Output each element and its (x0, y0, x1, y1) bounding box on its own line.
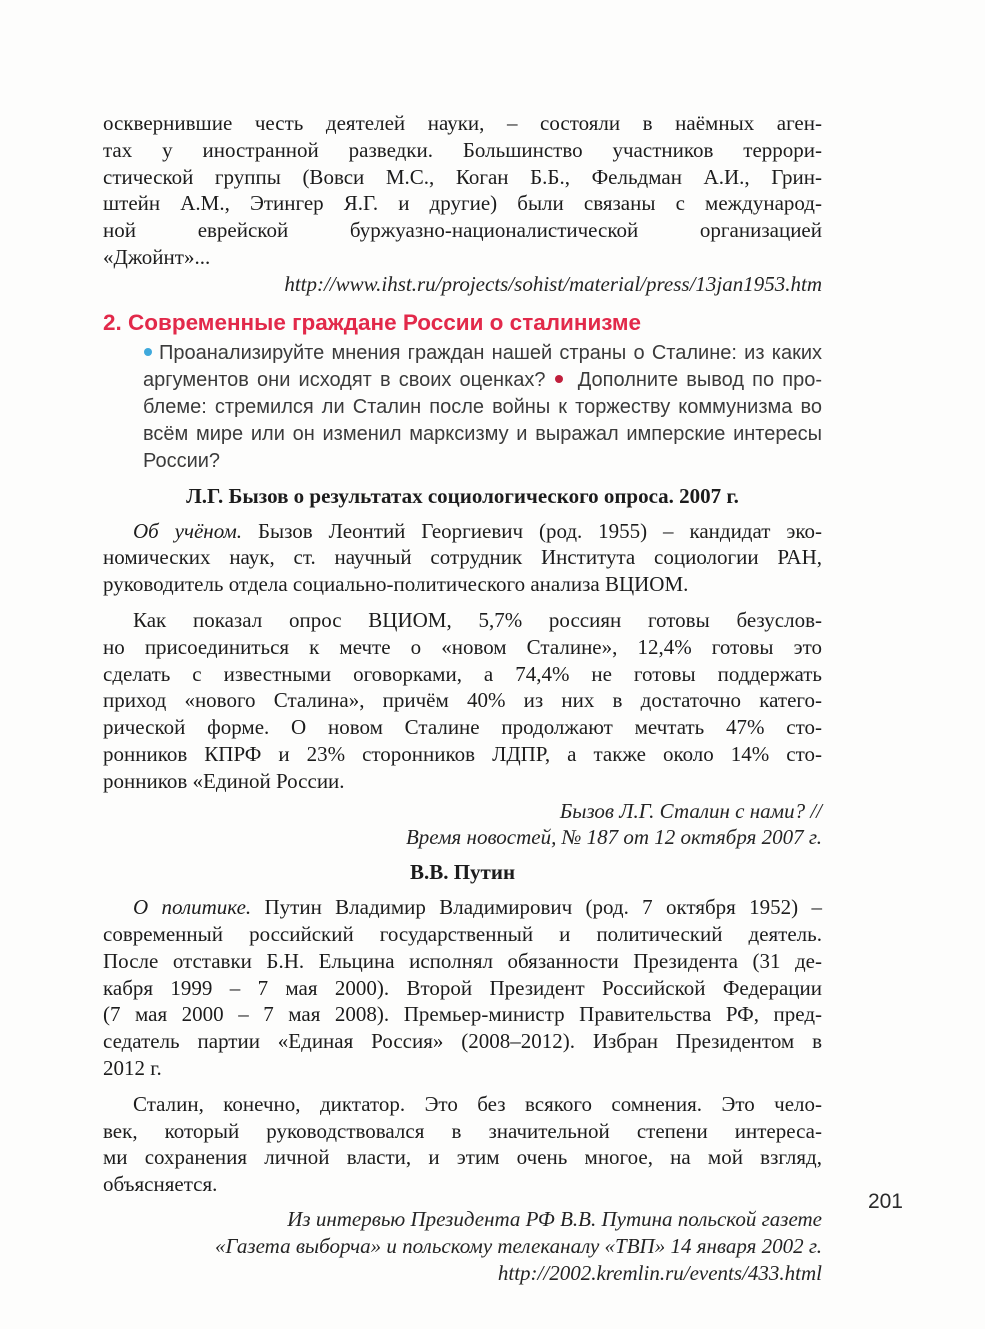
text-segment: сделать с известными оговорками, а 74,4% не готовы поддержать (103, 661, 822, 686)
text-line (103, 544, 822, 571)
text-segment: Об учёном. (133, 518, 243, 543)
text-segment: Дополните вывод по про- (569, 368, 822, 391)
section-heading: 2. Современные граждане России о сталинизме (103, 309, 642, 335)
text-line (103, 244, 822, 271)
text-segment: кабря 1999 – 7 мая 2000). Второй Президент Российской Федерации (103, 975, 822, 1000)
text-line (103, 1001, 822, 1028)
text-line (103, 1091, 822, 1118)
text-segment: Проанализируйте мнения граждан нашей страны о Сталине: из каких (159, 341, 822, 364)
page-number: 201 (867, 1190, 903, 1213)
text-segment: Как показал опрос ВЦИОМ, 5,7% россиян готовы безуслов- (133, 607, 822, 632)
text-line (103, 714, 822, 741)
citation-putin-interview (103, 1206, 822, 1286)
text-line (143, 394, 822, 421)
text-line (103, 824, 822, 851)
text-segment: тах у иностранной разведки. Большинство участников террори- (103, 137, 822, 162)
text-segment: http://2002.kremlin.ru/events/433.html (497, 1260, 822, 1285)
paragraph-about-byzov (103, 518, 822, 598)
text-line (103, 1055, 822, 1082)
paragraph-survey-results (103, 607, 822, 795)
text-line (143, 367, 822, 394)
text-segment: Из интервью Президента РФ В.В. Путина польской газете (287, 1206, 822, 1231)
citation-byzov (103, 798, 822, 852)
spacer (103, 1198, 822, 1203)
text-segment: век, который руководствовался в значительной степени интереса- (103, 1118, 822, 1143)
text-line (103, 164, 822, 191)
text-segment: России? (143, 449, 221, 472)
text-line (143, 340, 822, 367)
bullet-icon (555, 375, 563, 383)
text-line (103, 1206, 822, 1233)
text-line (103, 607, 822, 634)
text-line (103, 190, 822, 217)
text-segment: всём мире или он изменил марксизму и выражал имперские интересы (143, 422, 822, 445)
task-block (143, 340, 822, 475)
text-line (103, 894, 822, 921)
text-segment: приход «нового Сталина», причём 40% из них в достаточно катего- (103, 688, 822, 713)
text-line (103, 137, 822, 164)
text-line (103, 687, 822, 714)
text-line (103, 921, 822, 948)
document-title-putin: В.В. Путин (409, 860, 516, 885)
text-line (103, 634, 822, 661)
text-segment: стической группы (Вовси М.С., Коган Б.Б., Фельдман А.И., Грин- (103, 164, 822, 189)
text-segment: ронников «Единой России. (103, 768, 345, 793)
text-line (103, 1233, 822, 1260)
spacer (103, 598, 822, 607)
text-segment: но присоединиться к мечте о «новом Сталине», 12,4% готовы это (103, 634, 822, 659)
text-segment: рической форме. О новом Сталине продолжают мечтать 47% сто- (103, 715, 822, 740)
document-title-byzov: Л.Г. Бызов о результатах социологического опроса. 2007 г. (186, 483, 739, 508)
text-segment: Путин Владимир Владимирович (род. 7 октября 1952) – (251, 895, 822, 920)
text-line (143, 421, 822, 448)
source-url-ihst: http://www.ihst.ru/projects/sohist/material/press/13jan1953.htm (284, 271, 822, 296)
text-segment: Бызов Леонтий Георгиевич (род. 1955) – кандидат эко- (242, 518, 822, 543)
text-line (103, 110, 822, 137)
text-line (103, 571, 822, 598)
text-segment: современный российский государственный и политический деятель. (103, 921, 822, 946)
text-segment: штейн А.М., Этингер Я.Г. и другие) были связаны с международ- (103, 191, 822, 216)
text-line (103, 798, 822, 825)
text-line (103, 217, 822, 244)
text-line (103, 741, 822, 768)
text-line (103, 1118, 822, 1145)
paragraph-putin-quote (103, 1091, 822, 1198)
paragraph-about-putin (103, 894, 822, 1082)
text-line (143, 448, 822, 475)
text-segment: седатель партии «Единая Россия» (2008–2012). Избран Президентом в (103, 1029, 822, 1054)
text-line (103, 518, 822, 545)
text-segment: осквернившие честь деятелей науки, – состояли в наёмных аген- (103, 111, 822, 135)
text-segment: Сталин, конечно, диктатор. Это без всякого сомнения. Это чело- (133, 1091, 822, 1116)
text-segment: номических наук, ст. научный сотрудник Института социологии РАН, (103, 545, 822, 570)
text-segment: После отставки Б.Н. Ельцина исполнял обязанности Президента (31 де- (103, 948, 822, 973)
text-segment: аргументов они исходят в своих оценках? (143, 368, 554, 391)
text-line (103, 1260, 822, 1287)
text-segment: блеме: стремился ли Сталин после войны к торжеству коммунизма во (143, 395, 822, 418)
text-line (103, 768, 822, 795)
text-segment: Бызов Л.Г. Сталин с нами? // (559, 798, 822, 823)
text-line (103, 1144, 822, 1171)
text-segment: объясняется. (103, 1172, 218, 1197)
text-segment: «Джойнт»... (103, 244, 211, 269)
text-line (103, 975, 822, 1002)
text-column (103, 110, 822, 1289)
text-segment: «Газета выборча» и польскому телеканалу «ТВП» 14 января 2002 г. (214, 1233, 822, 1258)
text-segment: ми сохранения личной власти, и этим очень многое, на мой взгляд, (103, 1145, 822, 1170)
text-line (103, 1171, 822, 1198)
text-line (103, 661, 822, 688)
text-segment: ной еврейской буржуазно-националистической организацией (103, 218, 822, 243)
text-segment: ронников КПРФ и 23% сторонников ЛДПР, а также около 14% сто- (103, 741, 822, 766)
text-segment: Время новостей, № 187 от 12 октября 2007 г. (405, 825, 822, 850)
paragraph-doctors-plot (103, 110, 822, 271)
text-line (103, 1028, 822, 1055)
text-segment: О политике. (133, 895, 252, 920)
text-segment: (7 мая 2000 – 7 мая 2008). Премьер-министр Правительства РФ, пред- (103, 1002, 822, 1027)
bullet-icon (144, 348, 152, 356)
spacer (103, 1082, 822, 1091)
text-segment: руководитель отдела социально-политического анализа ВЦИОМ. (103, 572, 689, 597)
text-segment: 2012 г. (103, 1055, 162, 1080)
text-line (103, 948, 822, 975)
